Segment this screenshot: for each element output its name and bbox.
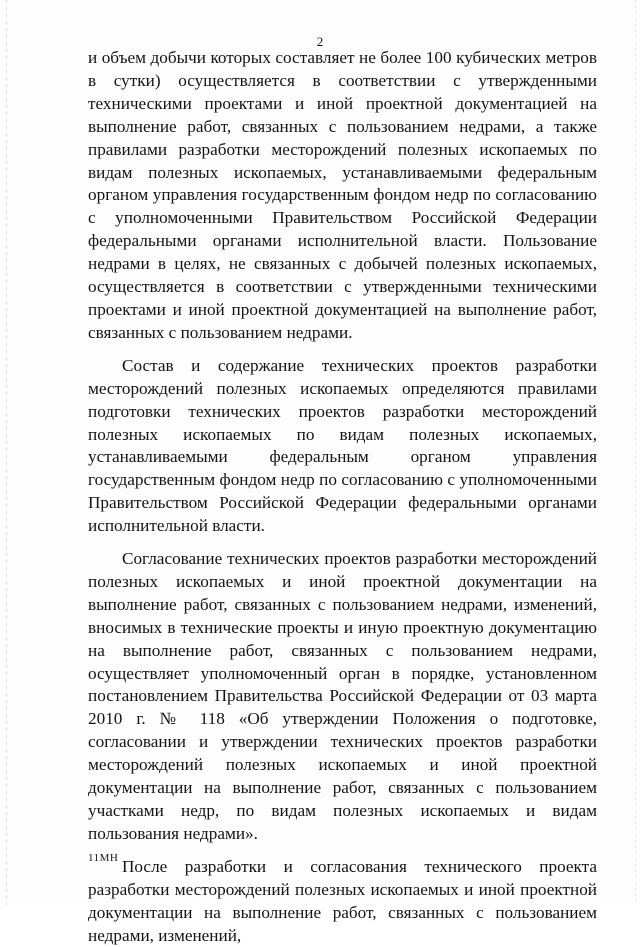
page-number: 2 [316,34,324,49]
paragraph-2: Состав и содержание технических проектов разработки месторождений полезных ископаемых определяются правилами подготовки технических проектов разработки месторождений полезных ископаемых по видам полезных ископаемых, устанавливаемыми федеральным органом управления государственным фондом недр по согласованию с уполномоченными Правительством Российской Федерации федеральными органами исполнительной власти. [88,355,597,536]
paragraph-4: После разработки и согласования технического проекта разработки месторождений полезных ископаемых и иной проектной документации на выполнение работ, связанных с пользованием недрами, изменений, [88,856,597,945]
paragraph-1: и объем добычи которых составляет не более 100 кубических метров в сутки) осуществляется в соответствии с утвержденными техническими проектами и иной проектной документацией на выполнение работ, связанных с пользованием недрами, а также правилами разработки месторождений полезных ископаемых по видам полезных ископаемых, устанавливаемыми федеральным органом управления государственным фондом недр по согласованию с уполномоченными Правительством Российской Федерации федеральными органами исполнительной власти. Пользование недрами в целях, не связанных с добычей полезных ископаемых, осуществляется в соответствии с утвержденными техническими проектами и иной проектной документацией на выполнение работ, связанных с пользованием недрами. [88,48,597,342]
footer-code: 11МН [88,852,119,864]
document-body [88,47,597,947]
paragraph-3: Согласование технических проектов разработки месторождений полезных ископаемых и иной проектной документации на выполнение работ, связанных с пользованием недрами, изменений, вносимых в технические проекты и иную проектную документацию на выполнение работ, связанных с пользованием недрами, осуществляет уполномоченный орган в порядке, установленном постановлением Правительства Российской Федерации от 03 марта 2010 г. № 118 «Об утверждении Положения о подготовке, согласовании и утверждении технических проектов разработки месторождений полезных ископаемых и иной проектной документации на выполнение работ, связанных с пользованием участками недр, по видам полезных ископаемых и видам пользования недрами». [88,549,597,843]
scan-edge-right [635,0,636,905]
scan-edge-left [6,0,7,905]
